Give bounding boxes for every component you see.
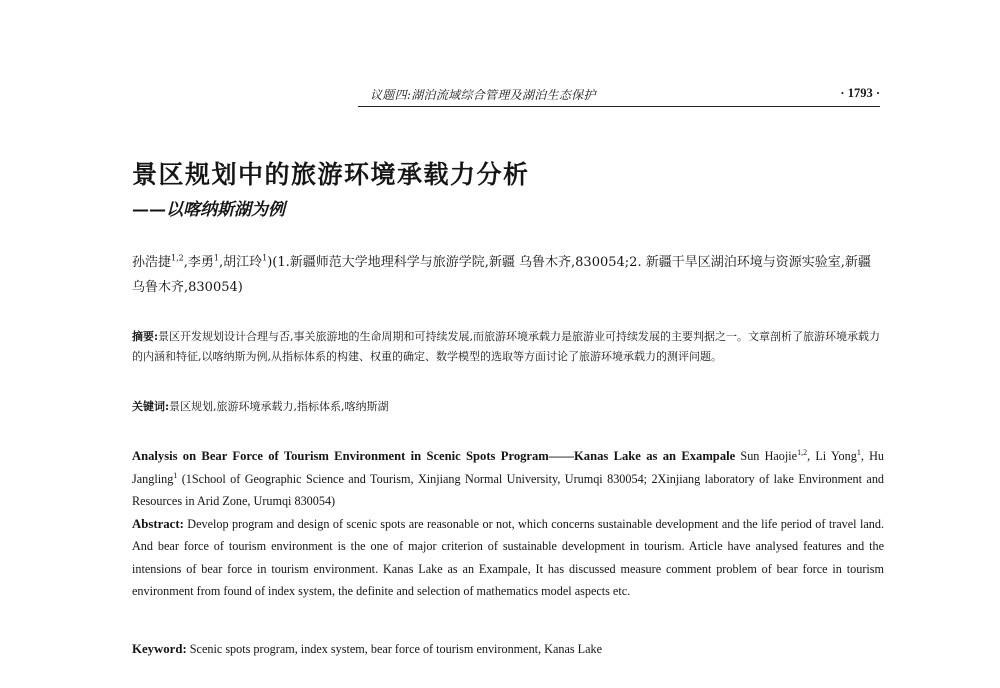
page-number: · 1793 · bbox=[840, 86, 880, 100]
author-superscript: 1 bbox=[262, 253, 268, 263]
affiliation-cn: )(1.新疆师范大学地理科学与旅游学院,新疆 乌鲁木齐,830054;2. 新疆干旱区湖泊环境与资源实验室,新疆 乌鲁木齐,830054) bbox=[132, 255, 871, 295]
authors-affiliation-cn bbox=[132, 250, 884, 300]
header-divider bbox=[358, 106, 880, 107]
english-author: , Li Yong bbox=[807, 449, 857, 463]
keywords-cn-text: 景区规划,旅游环境承载力,指标体系,喀纳斯湖 bbox=[169, 400, 389, 413]
english-author-superscript: 1 bbox=[173, 470, 178, 480]
english-abstract bbox=[132, 513, 884, 603]
keywords-cn-label: 关键词: bbox=[132, 400, 170, 413]
english-keyword-text: Scenic spots program, index system, bear force of tourism environment, Kanas Lake bbox=[186, 642, 603, 656]
english-abstract-text: Develop program and design of scenic spots are reasonable or not, which concerns sustainable development and the life period of travel land. And bear force of tourism environment is the one of major criterion of sustainable development in tourism. Article have analysed features and the intensions of bear force in tourism environment. Kanas Lake as an Exampale, It has discussed measure comment problem of bear force in tourism environment from found of index system, the definite and selection of mathematics model aspects etc. bbox=[132, 516, 884, 598]
english-abstract-label: Abstract: bbox=[132, 516, 184, 531]
english-title-authors bbox=[132, 445, 884, 513]
author-name: ,胡江玲 bbox=[218, 255, 263, 270]
english-front-matter bbox=[132, 445, 884, 603]
abstract-cn bbox=[132, 327, 884, 367]
english-affiliation: (1School of Geographic Science and Tourism, Xinjiang Normal University, Urumqi 830054; 2Xinjiang laboratory of lake Environment and Resources in Arid Zone, Urumqi 830054) bbox=[132, 471, 885, 508]
english-keywords bbox=[132, 642, 884, 657]
author-name: ,李勇 bbox=[183, 255, 214, 270]
english-author: Sun Haojie bbox=[735, 449, 798, 463]
paper-title: 景区规划中的旅游环境承载力分析 bbox=[132, 160, 530, 189]
author-superscript: 1 bbox=[213, 253, 219, 263]
keywords-cn bbox=[132, 397, 884, 417]
english-author-superscript: 1 bbox=[856, 447, 861, 457]
english-author-superscript: 1,2 bbox=[797, 447, 808, 457]
author-name: 孙浩捷 bbox=[132, 255, 172, 270]
author-superscript: 1,2 bbox=[171, 253, 184, 263]
abstract-cn-label: 摘要: bbox=[132, 330, 159, 343]
section-header-title: 议题四:湖泊流域综合管理及湖泊生态保护 bbox=[370, 88, 596, 102]
paper-subtitle: ——以喀纳斯湖为例 bbox=[132, 200, 285, 220]
english-title: Analysis on Bear Force of Tourism Environment in Scenic Spots Program——Kanas Lake as an Exampale bbox=[132, 449, 736, 463]
running-header bbox=[358, 86, 880, 106]
abstract-cn-text: 景区开发规划设计合理与否,事关旅游地的生命周期和可持续发展,而旅游环境承载力是旅游业可持续发展的主要判据之一。文章剖析了旅游环境承载力的内涵和特征,以喀纳斯为例,从指标体系的构建、权重的确定、数学模型的选取等方面讨论了旅游环境承载力的测评问题。 bbox=[132, 330, 881, 363]
english-author: , Hu Jangling bbox=[132, 449, 884, 486]
english-keyword-label: Keyword: bbox=[132, 642, 187, 656]
